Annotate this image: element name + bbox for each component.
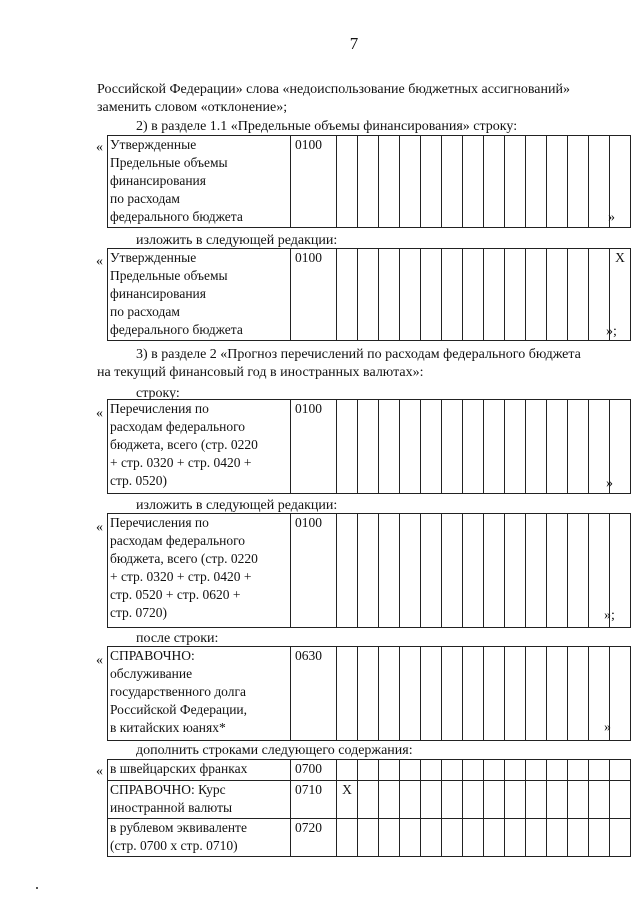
- value-cell: [379, 514, 400, 628]
- label-line: Предельные объемы: [110, 155, 228, 170]
- row-label: [108, 647, 291, 741]
- value-cell: [379, 400, 400, 494]
- value-cell: [610, 760, 631, 781]
- value-cell: [463, 760, 484, 781]
- row-label: [108, 760, 291, 781]
- row-code: 0700: [291, 760, 337, 781]
- value-cell: [358, 400, 379, 494]
- value-cell: [484, 514, 505, 628]
- label-line: федерального бюджета: [110, 322, 243, 337]
- value-cell: [463, 781, 484, 819]
- row-code: 0100: [291, 136, 337, 228]
- table-row-2-original: [107, 399, 631, 494]
- value-cell: [547, 514, 568, 628]
- value-cell: [526, 781, 547, 819]
- value-cell: [358, 819, 379, 857]
- value-cell: [610, 819, 631, 857]
- scan-speck: [36, 887, 38, 889]
- value-cell: [358, 136, 379, 228]
- label-line: в рублевом эквиваленте: [110, 820, 247, 835]
- table-row-reference: [107, 646, 631, 741]
- value-cell: [421, 760, 442, 781]
- label-line: Предельные объемы: [110, 268, 228, 283]
- value-cell: [568, 781, 589, 819]
- label-line: стр. 0520): [110, 473, 168, 488]
- close-quote: »: [608, 210, 615, 225]
- value-cell: [400, 647, 421, 741]
- item-3-line-1: 3) в разделе 2 «Прогноз перечислений по расходам федерального бюджета: [136, 347, 581, 362]
- value-cell: [610, 647, 631, 741]
- value-cell: [337, 400, 358, 494]
- value-cell: [547, 400, 568, 494]
- table-new-rows: [107, 759, 631, 857]
- label-line: государственного долга: [110, 684, 247, 699]
- open-quote: «: [96, 406, 103, 421]
- value-cell: [358, 514, 379, 628]
- table-row: [108, 819, 631, 857]
- value-cell: [442, 514, 463, 628]
- label-line: бюджета, всего (стр. 0220: [110, 551, 258, 566]
- table-row: [108, 781, 631, 819]
- row-label: [108, 400, 291, 494]
- label-line: СПРАВОЧНО:: [110, 648, 195, 663]
- value-cell: [337, 647, 358, 741]
- open-quote: «: [96, 520, 103, 535]
- value-cell: [442, 647, 463, 741]
- label-line: Российской Федерации,: [110, 702, 248, 717]
- value-cell: [421, 249, 442, 341]
- value-cell: [610, 781, 631, 819]
- value-cell: [547, 819, 568, 857]
- value-cell: [421, 647, 442, 741]
- value-cell: [337, 249, 358, 341]
- value-cell: [400, 249, 421, 341]
- page-number: 7: [349, 34, 359, 53]
- label-line: СПРАВОЧНО: Курс: [110, 782, 226, 797]
- value-cell: [568, 514, 589, 628]
- intro-line-1: Российской Федерации» слова «недоиспользование бюджетных ассигнований»: [97, 82, 570, 97]
- x-mark-cell: Х: [337, 781, 358, 819]
- label-line: расходам федерального: [110, 533, 246, 548]
- value-cell: [568, 136, 589, 228]
- value-cell: [484, 647, 505, 741]
- value-cell: [379, 819, 400, 857]
- row-code: 0710: [291, 781, 337, 819]
- row-label: [108, 819, 291, 857]
- value-cell: [421, 819, 442, 857]
- value-cell: [337, 136, 358, 228]
- value-cell: [526, 760, 547, 781]
- value-cell: [379, 760, 400, 781]
- label-line: федерального бюджета: [110, 209, 243, 224]
- label-line: (стр. 0700 х стр. 0710): [110, 838, 238, 853]
- value-cell: [589, 781, 610, 819]
- value-cell: [442, 819, 463, 857]
- value-cell: [379, 647, 400, 741]
- label-line: стр. 0520 + стр. 0620 +: [110, 587, 241, 602]
- value-cell: [505, 249, 526, 341]
- row-phrase: строку:: [136, 386, 180, 401]
- label-line: по расходам: [110, 191, 180, 206]
- label-line: бюджета, всего (стр. 0220: [110, 437, 258, 452]
- value-cell: [337, 819, 358, 857]
- value-cell: [589, 760, 610, 781]
- row-code: 0630: [291, 647, 337, 741]
- value-cell: [568, 819, 589, 857]
- value-cell: [505, 514, 526, 628]
- item-2-heading: 2) в разделе 1.1 «Предельные объемы финансирования» строку:: [136, 119, 518, 134]
- value-cell: [589, 819, 610, 857]
- value-cell: [568, 760, 589, 781]
- value-cell: [484, 249, 505, 341]
- value-cell: [547, 647, 568, 741]
- value-cell: [463, 514, 484, 628]
- value-cell: [484, 819, 505, 857]
- replace-phrase-1: изложить в следующей редакции:: [136, 233, 338, 248]
- value-cell: [421, 400, 442, 494]
- value-cell: [442, 781, 463, 819]
- value-cell: [484, 781, 505, 819]
- value-cell: [400, 514, 421, 628]
- open-quote: «: [96, 254, 103, 269]
- row-code: 0100: [291, 400, 337, 494]
- value-cell: [421, 781, 442, 819]
- label-line: стр. 0720): [110, 605, 168, 620]
- value-cell: [505, 819, 526, 857]
- value-cell: [526, 400, 547, 494]
- label-line: расходам федерального: [110, 419, 246, 434]
- value-cell: [568, 249, 589, 341]
- row-label: [108, 514, 291, 628]
- table-row: [108, 760, 631, 781]
- after-row-phrase: после строки:: [136, 631, 219, 646]
- value-cell: [526, 514, 547, 628]
- value-cell: [526, 647, 547, 741]
- value-cell: [589, 136, 610, 228]
- table-row-1-original: [107, 135, 631, 228]
- label-line: + стр. 0320 + стр. 0420 +: [110, 569, 252, 584]
- value-cell: [442, 136, 463, 228]
- value-cell: [463, 819, 484, 857]
- value-cell: [421, 514, 442, 628]
- label-line: по расходам: [110, 304, 180, 319]
- close-quote: »;: [604, 608, 615, 623]
- value-cell: [568, 400, 589, 494]
- open-quote: «: [96, 653, 103, 668]
- value-cell: [442, 400, 463, 494]
- label-line: Утвержденные: [110, 250, 197, 265]
- table-row-2-amended: [107, 513, 631, 628]
- value-cell: [547, 781, 568, 819]
- value-cell: [421, 136, 442, 228]
- value-cell: [379, 249, 400, 341]
- value-cell: [526, 136, 547, 228]
- label-line: Утвержденные: [110, 137, 197, 152]
- row-label: [108, 249, 291, 341]
- row-code: 0100: [291, 514, 337, 628]
- value-cell: [463, 249, 484, 341]
- value-cell: [505, 136, 526, 228]
- replace-phrase-2: изложить в следующей редакции:: [136, 498, 338, 513]
- supplement-phrase: дополнить строками следующего содержания:: [136, 743, 413, 758]
- label-line: иностранной валюты: [110, 800, 233, 815]
- value-cell: [400, 781, 421, 819]
- label-line: финансирования: [110, 286, 206, 301]
- close-quote: »;: [606, 324, 617, 339]
- value-cell: [337, 514, 358, 628]
- value-cell: [358, 249, 379, 341]
- value-cell: [547, 249, 568, 341]
- close-quote: »: [604, 720, 611, 735]
- value-cell: [463, 647, 484, 741]
- row-code: 0720: [291, 819, 337, 857]
- label-line: финансирования: [110, 173, 206, 188]
- value-cell: [379, 781, 400, 819]
- value-cell: [526, 249, 547, 341]
- value-cell: [442, 760, 463, 781]
- row-code: 0100: [291, 249, 337, 341]
- close-quote: »: [606, 476, 613, 491]
- value-cell: [505, 400, 526, 494]
- label-line: обслуживание: [110, 666, 193, 681]
- value-cell: [358, 647, 379, 741]
- value-cell: [463, 400, 484, 494]
- value-cell: [505, 760, 526, 781]
- item-3-line-2: на текущий финансовый год в иностранных валютах»:: [97, 365, 424, 380]
- value-cell: [547, 760, 568, 781]
- value-cell: [526, 819, 547, 857]
- value-cell: [400, 819, 421, 857]
- table-row-1-amended: [107, 248, 631, 341]
- value-cell: [484, 760, 505, 781]
- open-quote: «: [96, 140, 103, 155]
- label-line: Перечисления по: [110, 515, 209, 530]
- value-cell: [547, 136, 568, 228]
- value-cell: [379, 136, 400, 228]
- label-line: в китайских юанях*: [110, 720, 226, 735]
- label-line: + стр. 0320 + стр. 0420 +: [110, 455, 252, 470]
- value-cell: [484, 136, 505, 228]
- value-cell: [337, 760, 358, 781]
- value-cell: [358, 760, 379, 781]
- value-cell: [505, 647, 526, 741]
- open-quote: «: [96, 764, 103, 779]
- label-line: в швейцарских франках: [110, 761, 248, 776]
- row-label: [108, 136, 291, 228]
- value-cell: [463, 136, 484, 228]
- label-line: Перечисления по: [110, 401, 209, 416]
- value-cell: [400, 400, 421, 494]
- row-label: [108, 781, 291, 819]
- value-cell: [400, 136, 421, 228]
- value-cell: [358, 781, 379, 819]
- value-cell: [484, 400, 505, 494]
- x-mark-cell: Х: [610, 249, 631, 341]
- value-cell: [568, 647, 589, 741]
- value-cell: [442, 249, 463, 341]
- value-cell: [400, 760, 421, 781]
- intro-line-2: заменить словом «отклонение»;: [97, 100, 288, 115]
- value-cell: [505, 781, 526, 819]
